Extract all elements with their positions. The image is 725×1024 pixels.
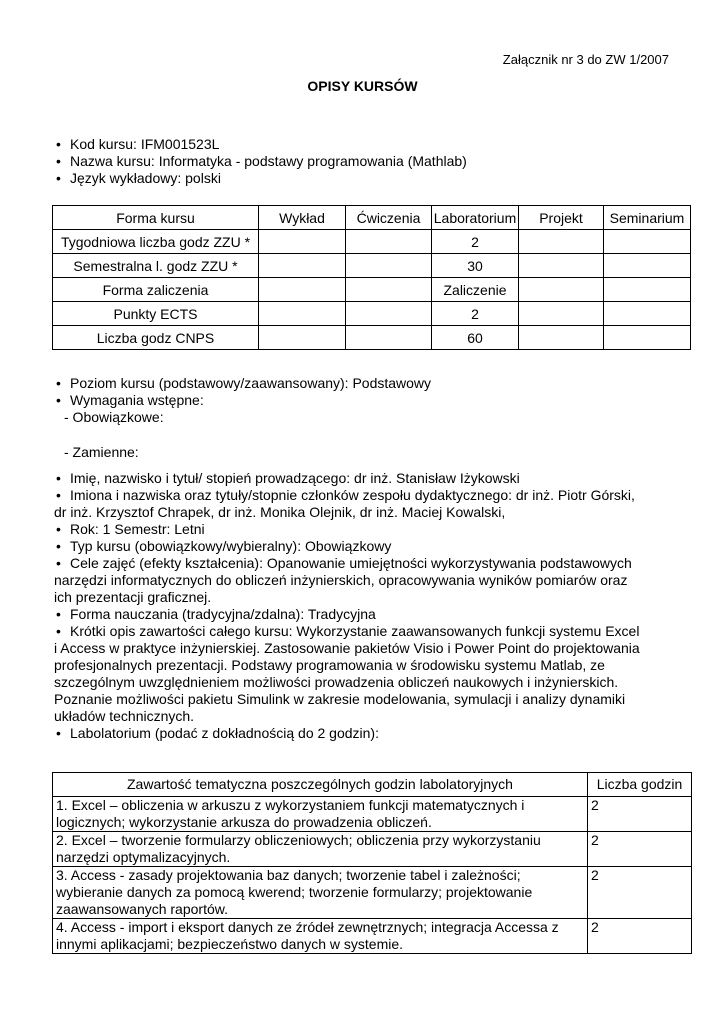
table-cell [604, 278, 691, 302]
table-cell [346, 302, 432, 326]
table-row [53, 254, 691, 278]
topic-cell [53, 832, 588, 867]
topic-line: 3. Access - zasady projektowania baz danych; tworzenie tabel i zależności; [56, 867, 521, 883]
table-cell: Liczba godz CNPS [53, 326, 259, 350]
table-cell [604, 326, 691, 350]
table-cell [519, 302, 604, 326]
course-content-cont: i Access w praktyce inżynierskiej. Zastosowanie pakietów Visio i Power Point do projektowania [54, 640, 640, 656]
table-row [53, 230, 691, 254]
requirements: • Wymagania wstępne: [54, 392, 694, 409]
table-cell [519, 326, 604, 350]
teaching-form: • Forma nauczania (tradycyjna/zdalna): Tradycyjna [54, 606, 694, 623]
table-cell: 30 [432, 254, 519, 278]
table-row [53, 919, 692, 954]
header-cell: Seminarium [604, 206, 691, 230]
requirements-mandatory: - Obowiązkowe: [64, 409, 164, 425]
topic-line: 4. Access - import i eksport danych ze źródeł zewnętrznych; integracja Accessa z [56, 919, 559, 935]
table-cell [604, 230, 691, 254]
table-cell: Forma zaliczenia [53, 278, 259, 302]
table-header-row [53, 773, 692, 797]
lecturer: • Imię, nazwisko i tytuł/ stopień prowadzącego: dr inż. Stanisław Iżykowski [54, 470, 694, 487]
topic-line: wybieranie danych za pomocą kwerend; tworzenie formularzy; projektowanie [56, 884, 533, 900]
header-cell: Forma kursu [53, 206, 259, 230]
course-content-cont: profesjonalnych prezentacji. Podstawy programowania w środowisku systemu Matlab, ze [54, 657, 605, 673]
header-cell: Zawartość tematyczna poszczególnych godzin labolatoryjnych [53, 773, 588, 797]
course-content-cont: szczególnym uwzględnieniem możliwości prowadzenia obliczeń naukowych i inżynierskich. [54, 674, 619, 690]
topic-line: 2. Excel – tworzenie formularzy obliczeniowych; obliczenia przy wykorzystaniu [56, 832, 541, 848]
table-cell [346, 326, 432, 350]
course-form-table [52, 205, 691, 350]
topic-line: logicznych; wykorzystanie arkusza do prowadzenia obliczeń. [56, 814, 432, 830]
table-cell: 60 [432, 326, 519, 350]
table-cell: 2 [432, 230, 519, 254]
table-cell: Zaliczenie [432, 278, 519, 302]
course-type: • Typ kursu (obowiązkowy/wybieralny): Obowiązkowy [54, 538, 694, 555]
table-cell [259, 254, 346, 278]
hours-cell: 2 [588, 867, 692, 919]
table-row [53, 867, 692, 919]
topic-line: innymi aplikacjami; bezpieczeństwo danych w systemie. [56, 936, 404, 952]
table-cell [604, 254, 691, 278]
table-cell: Punkty ECTS [53, 302, 259, 326]
topic-cell [53, 919, 588, 954]
course-content-cont: układów technicznych. [54, 708, 195, 724]
course-content-cont: Poznanie możliwości pakietu Simulink w zakresie modelowania, symulacji i analizy dynamiki [54, 691, 626, 707]
table-cell [259, 230, 346, 254]
table-row [53, 278, 691, 302]
table-cell [346, 230, 432, 254]
teaching-team-cont: dr inż. Krzysztof Chrapek, dr inż. Monika Olejnik, dr inż. Maciej Kowalski, [54, 504, 506, 520]
lab-topics-table [52, 772, 692, 954]
table-cell: Semestralna l. godz ZZU * [53, 254, 259, 278]
details-list-form [54, 606, 694, 640]
table-row [53, 326, 691, 350]
course-content: • Krótki opis zawartości całego kursu: Wykorzystanie zaawansowanych funkcji systemu Excel [54, 623, 694, 640]
course-info-list [54, 136, 674, 187]
course-goals: • Cele zajęć (efekty kształcenia): Opanowanie umiejętności wykorzystywania podstawowych [54, 555, 694, 572]
topic-line: narzędzi optymalizacyjnych. [56, 849, 231, 865]
table-row [53, 797, 692, 832]
year-semester: • Rok: 1 Semestr: Letni [54, 521, 694, 538]
attachment-note: Załącznik nr 3 do ZW 1/2007 [502, 52, 669, 67]
details-list-lab [54, 725, 694, 742]
table-cell: Tygodniowa liczba godz ZZU * [53, 230, 259, 254]
header-cell: Laboratorium [432, 206, 519, 230]
table-cell: 2 [432, 302, 519, 326]
topic-line: zaawansowanych raportów. [56, 901, 228, 917]
header-cell: Wykład [259, 206, 346, 230]
requirements-alternative: - Zamienne: [64, 444, 139, 460]
table-cell [604, 302, 691, 326]
hours-cell: 2 [588, 797, 692, 832]
course-goals-cont: narzędzi informatycznych do obliczeń inżynierskich, opracowywania wyników pomiarów oraz [54, 572, 628, 588]
course-code: • Kod kursu: IFM001523L [54, 136, 674, 153]
lab-heading: • Labolatorium (podać z dokładnością do 2 godzin): [54, 725, 694, 742]
header-cell: Projekt [519, 206, 604, 230]
table-header-row [53, 206, 691, 230]
table-row [53, 832, 692, 867]
course-level: • Poziom kursu (podstawowy/zaawansowany): Podstawowy [54, 375, 694, 392]
teaching-team: • Imiona i nazwiska oraz tytuły/stopnie członków zespołu dydaktycznego: dr inż. Piotr Górski, [54, 487, 694, 504]
course-name: • Nazwa kursu: Informatyka - podstawy programowania (Mathlab) [54, 153, 674, 170]
topic-line: 1. Excel – obliczenia w arkuszu z wykorzystaniem funkcji matematycznych i [56, 797, 525, 813]
table-cell [259, 326, 346, 350]
details-list-year [54, 521, 694, 572]
table-cell [519, 254, 604, 278]
details-list-lecturer [54, 470, 694, 504]
hours-cell: 2 [588, 832, 692, 867]
table-cell [346, 278, 432, 302]
header-cell: Ćwiczenia [346, 206, 432, 230]
table-cell [259, 278, 346, 302]
table-cell [346, 254, 432, 278]
course-goals-cont: ich prezentacji graficznej. [54, 589, 212, 605]
table-row [53, 302, 691, 326]
details-list-top [54, 375, 694, 409]
table-cell [519, 278, 604, 302]
hours-cell: 2 [588, 919, 692, 954]
topic-cell [53, 797, 588, 832]
course-details [54, 375, 694, 742]
table-cell [259, 302, 346, 326]
table-cell [519, 230, 604, 254]
topic-cell [53, 867, 588, 919]
header-cell: Liczba godzin [588, 773, 692, 797]
course-language: • Język wykładowy: polski [54, 170, 674, 187]
page-title: OPISY KURSÓW [307, 78, 418, 94]
